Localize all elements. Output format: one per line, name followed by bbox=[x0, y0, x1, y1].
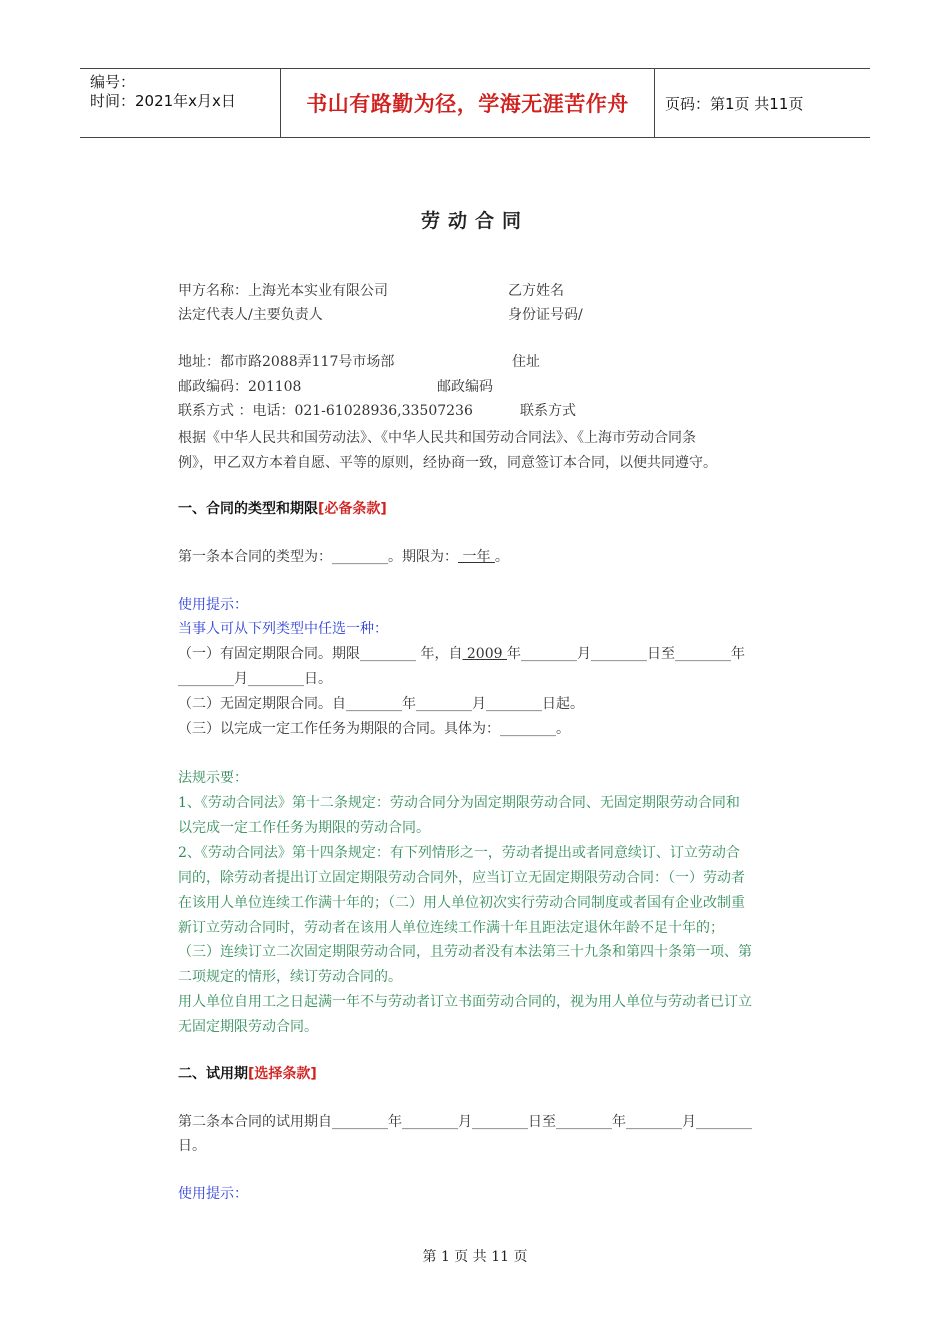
hint-label: 使用提示： bbox=[178, 597, 248, 613]
legal-representative: 法定代表人/主要负责人 bbox=[178, 307, 323, 323]
party-b-postal-code: 邮政编码 bbox=[437, 379, 493, 395]
law-line: 在该用人单位连续工作满十年的；（二）用人单位初次实行劳动合同制度或者国有企业改制重 bbox=[178, 895, 745, 911]
law-line: 无固定期限劳动合同。 bbox=[178, 1019, 318, 1035]
header-meta bbox=[80, 69, 281, 137]
serial-number-label: 编号： bbox=[90, 73, 136, 91]
preamble-line: 例》，甲乙双方本着自愿、平等的原则，经协商一致，同意签订本合同，以便共同遵守。 bbox=[178, 455, 717, 471]
option-task-based: （三）以完成一定工作任务为期限的合同。具体为：________。 bbox=[178, 721, 570, 737]
article1-term: 一年 bbox=[458, 549, 495, 565]
header-motto: 书山有路勤为径，学海无涯苦作舟 bbox=[281, 69, 655, 137]
section2-title: 二、试用期 bbox=[178, 1066, 248, 1082]
header-page-info: 页码：第1页 共11页 bbox=[665, 94, 804, 113]
option1-text: （一）有固定期限合同。期限________ 年，自 bbox=[178, 646, 463, 662]
section1-heading bbox=[178, 499, 387, 519]
page-footer: 第 1 页 共 11 页 bbox=[422, 1249, 528, 1265]
article1 bbox=[178, 547, 509, 567]
section1-tag: [必备条款] bbox=[318, 501, 387, 517]
law-line: 二项规定的情形，续订劳动合同的。 bbox=[178, 969, 402, 985]
law-line: 用人单位自用工之日起满一年不与劳动者订立书面劳动合同的，视为用人单位与劳动者已订立 bbox=[178, 994, 752, 1010]
law-line: 2、《劳动合同法》第十四条规定：有下列情形之一，劳动者提出或者同意续订、订立劳动合 bbox=[178, 845, 740, 861]
law-line: 新订立劳动合同时，劳动者在该用人单位连续工作满十年且距法定退休年龄不足十年的； bbox=[178, 920, 724, 936]
party-a-postal-code: 邮政编码：201108 bbox=[178, 379, 302, 395]
option-fixed-term-cont: ________月________日。 bbox=[178, 671, 332, 687]
law-line: 以完成一定工作任务为期限的劳动合同。 bbox=[178, 820, 430, 836]
preamble-line: 根据《中华人民共和国劳动法》、《中华人民共和国劳动合同法》、《上海市劳动合同条 bbox=[178, 430, 696, 446]
section2-heading bbox=[178, 1064, 317, 1084]
document-header bbox=[80, 68, 870, 138]
option1-year: 2009 bbox=[462, 646, 507, 662]
article1-suffix: 。 bbox=[494, 549, 509, 565]
party-a-contact: 联系方式 ：电话：021-61028936,33507236 bbox=[178, 403, 473, 419]
law-label: 法规示要： bbox=[178, 770, 248, 786]
option-fixed-term bbox=[178, 644, 745, 664]
article2: 第二条本合同的试用期自________年________月________日至________年________月________ bbox=[178, 1114, 752, 1130]
document-title: 劳动合同 bbox=[420, 210, 529, 232]
section1-title: 一、合同的类型和期限 bbox=[178, 501, 318, 517]
party-b-residence: 住址 bbox=[512, 354, 540, 370]
article1-text: 第一条本合同的类型为：________。期限为： bbox=[178, 549, 458, 565]
party-b-contact: 联系方式 bbox=[520, 403, 576, 419]
party-b-name: 乙方姓名 bbox=[508, 283, 564, 299]
party-a-address: 地址：都市路2088弄117号市场部 bbox=[178, 354, 395, 370]
id-number: 身份证号码/ bbox=[508, 307, 583, 323]
law-line: （三）连续订立二次固定期限劳动合同，且劳动者没有本法第三十九条和第四十条第一项、第 bbox=[178, 944, 752, 960]
law-line: 同的，除劳动者提出订立固定期限劳动合同外，应当订立无固定期限劳动合同：（一）劳动者 bbox=[178, 870, 745, 886]
option1-text-cont: 年________月________日至________年 bbox=[506, 646, 745, 662]
party-a-name: 甲方名称：上海光本实业有限公司 bbox=[178, 283, 388, 299]
date-label: 时间：2021年x月x日 bbox=[90, 92, 236, 110]
section2-tag: [选择条款] bbox=[248, 1066, 317, 1082]
law-line: 1、《劳动合同法》第十二条规定：劳动合同分为固定期限劳动合同、无固定期限劳动合同和 bbox=[178, 795, 740, 811]
option-open-ended: （二）无固定期限合同。自________年________月________日起。 bbox=[178, 696, 584, 712]
hint-label-2: 使用提示： bbox=[178, 1186, 248, 1202]
article2-cont: 日。 bbox=[178, 1138, 206, 1154]
hint-text: 当事人可从下列类型中任选一种： bbox=[178, 621, 388, 637]
